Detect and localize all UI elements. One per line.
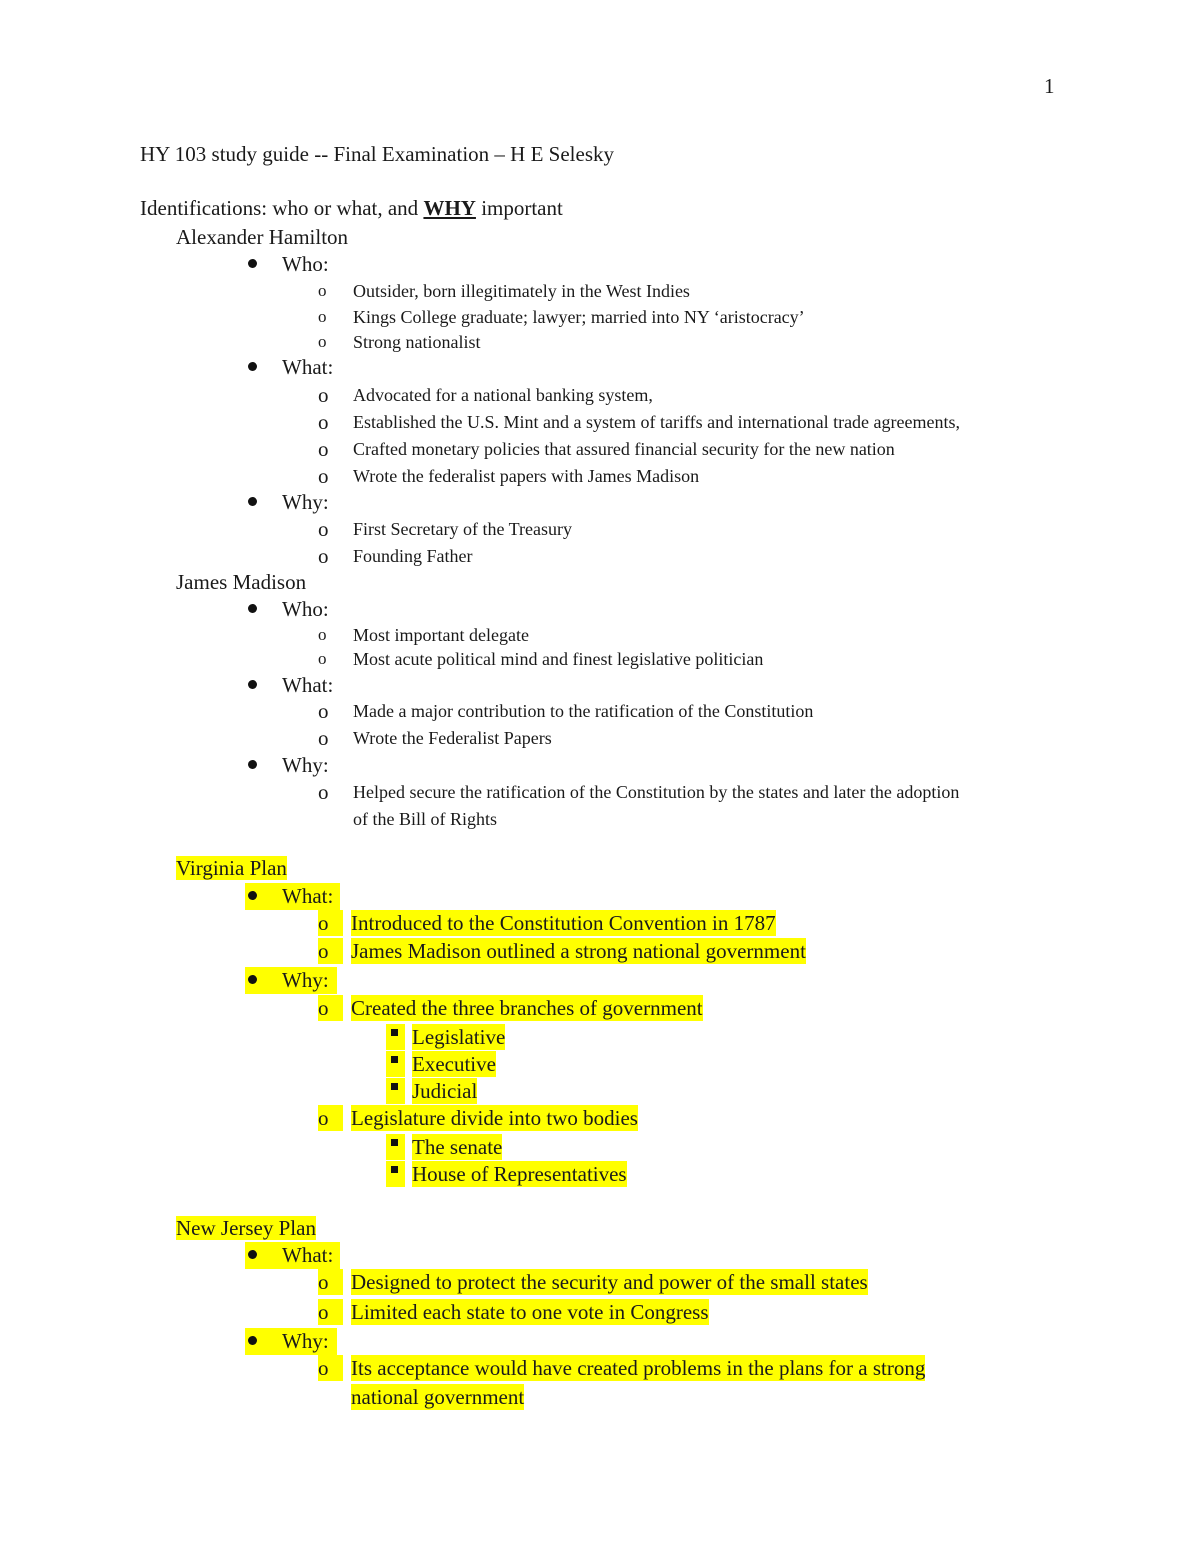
bullet-dot-icon (248, 975, 257, 984)
identifications-heading (140, 196, 563, 221)
nj-what-label: What: (282, 1243, 334, 1267)
bullet-dot-icon (248, 680, 257, 689)
page-title: HY 103 study guide -- Final Examination – H E Selesky (140, 142, 614, 166)
ids-prefix: Identifications: who or what, and (140, 196, 424, 220)
sub-bullet-icon: o (318, 1105, 343, 1131)
madison-who-label: Who: (282, 597, 329, 621)
sub-bullet-icon: o (318, 1355, 343, 1381)
sub-bullet-icon: o (318, 464, 329, 488)
sub-bullet-icon: o (318, 332, 327, 351)
sub-bullet-icon: o (318, 726, 329, 750)
topic-virginia: Virginia Plan (176, 856, 287, 880)
sub-bullet-icon: o (318, 517, 329, 541)
topic-new-jersey: New Jersey Plan (176, 1216, 316, 1240)
virginia-what-label: What: (282, 884, 334, 908)
bullet-dot-icon (248, 891, 257, 900)
square-bullet-icon (386, 1078, 405, 1104)
bullet-dot-icon (248, 604, 257, 613)
sub-bullet-icon: o (318, 699, 329, 723)
bullet-dot-icon (248, 362, 257, 371)
square-bullet-icon (386, 1024, 405, 1050)
ids-emphasis: WHY (423, 196, 476, 220)
page-number: 1 (1044, 74, 1055, 98)
madison-what-label: What: (282, 673, 334, 697)
bullet-dot-icon (248, 259, 257, 268)
madison-why-label: Why: (282, 753, 329, 777)
square-bullet-icon (386, 1161, 405, 1187)
bullet-dot-icon (248, 497, 257, 506)
sub-bullet-icon: o (318, 995, 343, 1021)
bullet-dot-icon (248, 1336, 257, 1345)
bullet-dot-icon (248, 760, 257, 769)
sub-bullet-icon: o (318, 307, 327, 326)
bullet-dot-icon (248, 1250, 257, 1259)
ids-suffix: important (475, 196, 563, 220)
topic-hamilton: Alexander Hamilton (176, 225, 349, 249)
sub-bullet-icon: o (318, 649, 327, 668)
sub-bullet-icon: o (318, 910, 343, 936)
virginia-why-label: Why: (282, 968, 329, 992)
sub-bullet-icon: o (318, 938, 343, 964)
sub-bullet-icon: o (318, 281, 327, 300)
sub-bullet-icon: o (318, 1269, 343, 1295)
square-bullet-icon (386, 1051, 405, 1077)
sub-bullet-icon: o (318, 410, 329, 434)
sub-bullet-icon: o (318, 625, 327, 644)
sub-bullet-icon: o (318, 437, 329, 461)
nj-why-label: Why: (282, 1329, 329, 1353)
topic-madison: James Madison (176, 570, 307, 594)
sub-bullet-icon: o (318, 780, 329, 804)
hamilton-why-label: Why: (282, 490, 329, 514)
hamilton-what-label: What: (282, 355, 334, 379)
sub-bullet-icon: o (318, 383, 329, 407)
sub-bullet-icon: o (318, 544, 329, 568)
square-bullet-icon (386, 1134, 405, 1160)
hamilton-who-label: Who: (282, 252, 329, 276)
sub-bullet-icon: o (318, 1299, 343, 1325)
